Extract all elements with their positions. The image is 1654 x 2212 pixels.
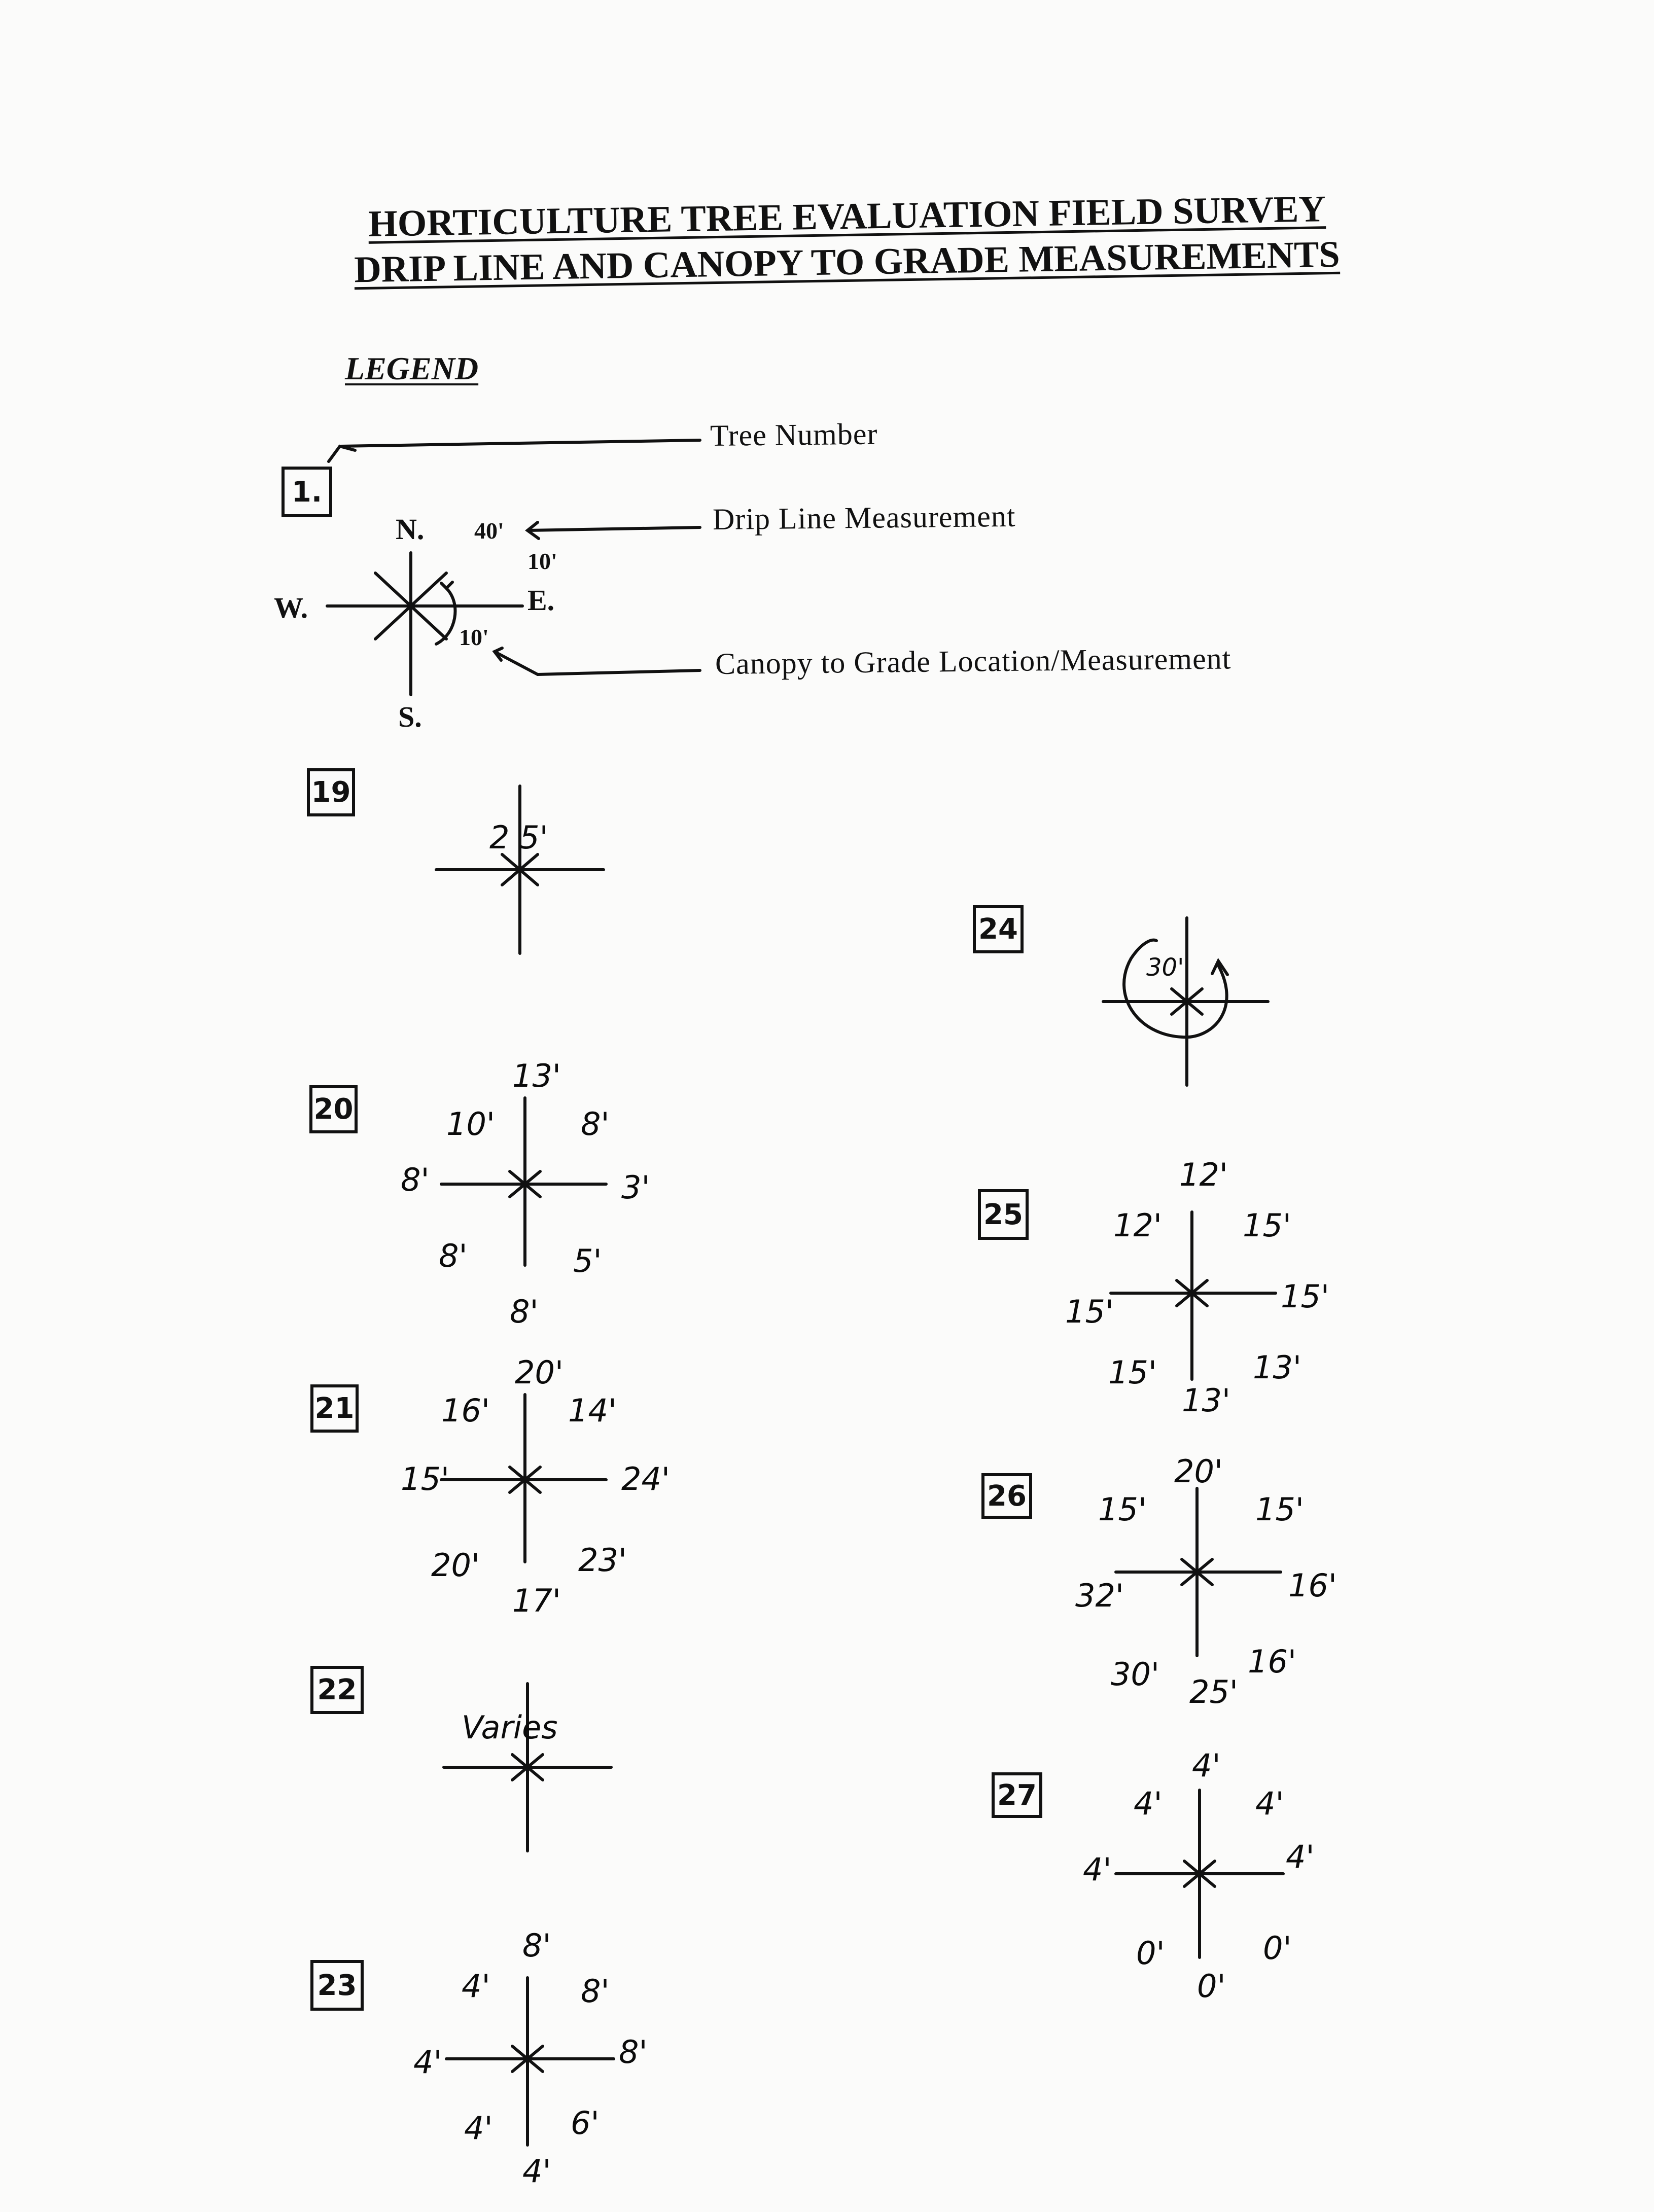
tree-20-north: 13' bbox=[512, 1057, 561, 1094]
tree-22-note: Varies bbox=[462, 1709, 558, 1746]
tree-number-24: 24 bbox=[973, 905, 1024, 953]
tree-21-northwest: 16' bbox=[441, 1392, 490, 1429]
tree-27-northwest: 4' bbox=[1134, 1785, 1163, 1822]
tree-23-west: 4' bbox=[413, 2044, 442, 2081]
tree-20-southeast: 5' bbox=[573, 1242, 602, 1279]
tree-21-north: 20' bbox=[515, 1354, 564, 1391]
tree-20-northwest: 10' bbox=[446, 1105, 495, 1143]
tree-25-southwest: 15' bbox=[1108, 1354, 1157, 1391]
tree-21-northeast: 14' bbox=[568, 1392, 617, 1429]
tree-27-southwest: 0' bbox=[1136, 1935, 1165, 1972]
tree-27-north: 4' bbox=[1192, 1747, 1221, 1784]
title-line-2: DRIP LINE AND CANOPY TO GRADE MEASUREMENTS bbox=[354, 233, 1341, 291]
legend-canopy-label: Canopy to Grade Location/Measurement bbox=[715, 641, 1231, 681]
tree-27-west: 4' bbox=[1083, 1851, 1112, 1888]
tree-number-22: 22 bbox=[310, 1666, 364, 1714]
tree-27-south: 0' bbox=[1197, 1968, 1226, 2005]
tree-24-center: 30' bbox=[1146, 953, 1184, 982]
tree-26-east: 16' bbox=[1288, 1567, 1337, 1604]
tree-25-south: 13' bbox=[1182, 1382, 1230, 1419]
tree-23-southeast: 6' bbox=[571, 2104, 600, 2142]
tree-26-north: 20' bbox=[1174, 1453, 1223, 1490]
tree-number-19: 19 bbox=[307, 768, 355, 816]
legend-example-tree-number: 1. bbox=[281, 467, 332, 517]
legend-drip-line-label: Drip Line Measurement bbox=[712, 499, 1016, 536]
tree-21-west: 15' bbox=[401, 1460, 449, 1497]
tree-25-northeast: 15' bbox=[1243, 1207, 1291, 1244]
legend-drip-value: 40' bbox=[474, 518, 504, 544]
tree-25-east: 15' bbox=[1281, 1278, 1329, 1315]
compass-south-label: S. bbox=[398, 700, 422, 733]
compass-east-label: E. bbox=[527, 584, 555, 617]
legend-canopy-value: 10' bbox=[459, 624, 489, 650]
tree-25-north: 12' bbox=[1179, 1156, 1228, 1193]
tree-21-south: 17' bbox=[512, 1582, 561, 1619]
legend-tree-number-label: Tree Number bbox=[710, 417, 878, 452]
tree-23-southwest: 4' bbox=[464, 2110, 493, 2147]
tree-26-west: 32' bbox=[1075, 1577, 1124, 1614]
compass-north-label: N. bbox=[396, 513, 425, 546]
tree-20-east: 3' bbox=[621, 1169, 650, 1206]
tree-21-east: 24' bbox=[621, 1460, 670, 1497]
tree-19-north: 2 5' bbox=[489, 819, 548, 856]
tree-number-21: 21 bbox=[310, 1384, 359, 1433]
tree-26-southwest: 30' bbox=[1111, 1656, 1159, 1693]
tree-20-southwest: 8' bbox=[439, 1237, 468, 1274]
tree-20-south: 8' bbox=[510, 1293, 539, 1330]
tree-23-north: 8' bbox=[522, 1927, 551, 1964]
tree-23-south: 4' bbox=[522, 2153, 551, 2190]
tree-number-23: 23 bbox=[310, 1960, 364, 2011]
tree-number-25: 25 bbox=[978, 1189, 1029, 1240]
tree-25-west: 15' bbox=[1065, 1293, 1114, 1330]
tree-25-northwest: 12' bbox=[1113, 1207, 1162, 1244]
tree-20-northeast: 8' bbox=[581, 1105, 610, 1143]
tree-27-east: 4' bbox=[1286, 1838, 1315, 1875]
tree-23-northeast: 8' bbox=[581, 1973, 610, 2010]
tree-21-southeast: 23' bbox=[578, 1542, 627, 1579]
tree-26-southeast: 16' bbox=[1248, 1643, 1296, 1680]
tree-23-east: 8' bbox=[619, 2033, 648, 2071]
tree-27-northeast: 4' bbox=[1255, 1785, 1284, 1822]
tree-25-southeast: 13' bbox=[1253, 1349, 1301, 1386]
tree-number-26: 26 bbox=[981, 1473, 1032, 1519]
legend-east-value: 10' bbox=[527, 548, 557, 574]
title-line-1: HORTICULTURE TREE EVALUATION FIELD SURVEY bbox=[368, 188, 1326, 245]
tree-number-27: 27 bbox=[992, 1772, 1042, 1818]
compass-west-label: W. bbox=[274, 591, 308, 624]
tree-26-south: 25' bbox=[1189, 1673, 1238, 1710]
tree-23-northwest: 4' bbox=[462, 1968, 490, 2005]
legend-heading: LEGEND bbox=[345, 350, 479, 386]
tree-27-southeast: 0' bbox=[1263, 1930, 1292, 1967]
tree-26-northeast: 15' bbox=[1255, 1491, 1304, 1528]
tree-number-20: 20 bbox=[309, 1085, 358, 1133]
tree-20-west: 8' bbox=[401, 1161, 430, 1198]
tree-21-southwest: 20' bbox=[431, 1547, 480, 1584]
tree-26-northwest: 15' bbox=[1098, 1491, 1147, 1528]
